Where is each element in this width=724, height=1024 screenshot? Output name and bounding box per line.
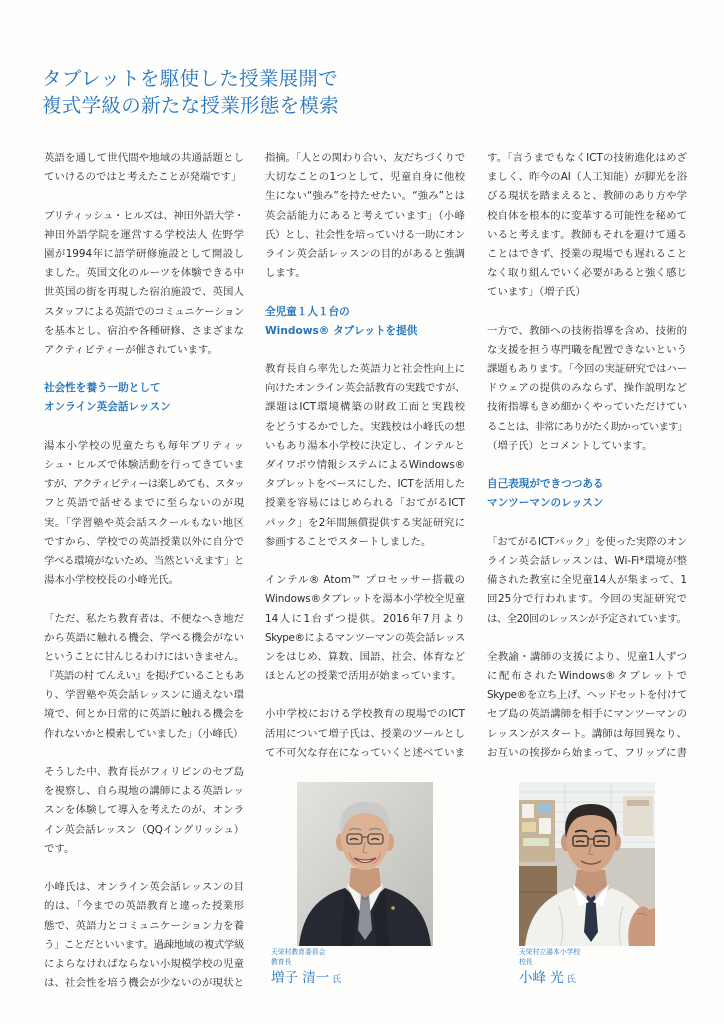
article-text-line: 小中学校における学校教育の現場でのICT xyxy=(265,708,465,721)
article-paragraph xyxy=(265,571,465,686)
article-text-line: 参画することでスタートしました。 xyxy=(265,535,432,548)
article-text-line: 氏）とし、社会性を培っていける一助にオン xyxy=(265,228,465,241)
article-paragraph xyxy=(44,763,244,859)
article-paragraph xyxy=(44,149,244,187)
article-title-line: タブレットを駆使した授業展開で xyxy=(42,67,339,90)
article-title xyxy=(42,65,339,119)
article-text-line: スンを体験して導入を考えたのが、オンラ xyxy=(44,804,244,817)
portrait-photo-masuko xyxy=(297,782,433,946)
article-text-line: （増子氏）とコメントしています。 xyxy=(487,439,653,452)
article-text-line: なく取り組んでいく必要があると強く感じ xyxy=(487,267,687,280)
article-text-line: 教育長自ら率先した英語力と社会性向上に xyxy=(265,363,465,376)
article-paragraph xyxy=(44,437,244,591)
article-text-line: Windows®タブレットを湯本小学校全児童 xyxy=(265,593,465,606)
article-text-line: 実。「学習塾や英会話スクールもない地区 xyxy=(44,516,244,529)
article-text-line: 課題はICT環境構築の財政工面と実践校 xyxy=(265,401,465,414)
article-text-line: ということに甘んじるわけにはいきません。 xyxy=(44,650,244,663)
article-text-line: 活用について増子氏は、授業のツールとし xyxy=(265,727,465,740)
article-text-line: て不可欠な存在になっていくと述べていま xyxy=(265,746,465,759)
article-text-line: 課題もあります。「今回の実証研究ではハー xyxy=(487,363,687,376)
article-text-line: ライン英会話レッスンは、Wi-Fi*環境が整 xyxy=(487,554,687,567)
article-paragraph xyxy=(265,149,465,283)
article-text-line: ましく、昨今のAI（人工知能）が脚光を浴 xyxy=(487,171,687,184)
article-text-line: ンをはじめ、算数、国語、社会、体育など xyxy=(265,650,465,663)
article-text-line: ています」（増子氏） xyxy=(487,286,586,299)
article-text-line: ていけるのではと考えたことが発端です」 xyxy=(44,171,242,184)
article-paragraph xyxy=(487,533,687,629)
section-heading-line: 自己表現ができつつある xyxy=(487,478,604,491)
article-text-line: から英語に触れる機会、学べる機会がない xyxy=(44,631,244,644)
article-text-line: ライン英会話レッスンの目的があると強調 xyxy=(265,247,465,260)
article-text-line: を基本とし、宿泊や各種研修、さまざまな xyxy=(44,324,244,337)
article-text-line: すが、アクティビティーは楽しめても、スタッ xyxy=(44,478,244,491)
article-text-line: そうした中、教育長がフィリピンのセブ島 xyxy=(44,766,244,778)
caption-name-line xyxy=(271,969,341,989)
article-paragraph xyxy=(487,322,687,456)
article-text-line: 大切なことの1つとして、児童自身に他校 xyxy=(265,171,465,184)
article-paragraph xyxy=(44,878,244,993)
caption-name-line xyxy=(519,969,580,989)
article-text-line: ダイワボウ情報システムによるWindows® xyxy=(265,459,465,471)
article-text-line: ドウェアの提供のみならず、操作説明など xyxy=(487,382,687,395)
article-text-line: ました。英国文化のルーツを体験できる中 xyxy=(44,267,244,280)
caption-organization: 天栄村教育委員会 xyxy=(271,948,326,956)
article-text-line: 向けたオンライン英会話教育の実践ですが、 xyxy=(265,382,465,395)
caption-name: 増子 清一 xyxy=(271,970,330,986)
section-heading-line: 社会性を養う一助として xyxy=(44,382,161,395)
article-text-line: り、学習塾や英会話レッスンに通えない環 xyxy=(44,689,244,702)
article-text-line: 湯本小学校の児童たちも毎年ブリティッ xyxy=(44,439,244,452)
article-column-3 xyxy=(487,149,687,782)
portrait-photo-komine xyxy=(519,782,655,946)
article-text-line: 校自体を根本的に変革する可能性を秘めて xyxy=(487,209,687,222)
article-text-line: 一方で、教師への技術指導を含め、技術的 xyxy=(487,324,687,337)
article-text-line: ることは、非常にありがたく助かっています」 xyxy=(487,420,687,433)
caption-honorific: 氏 xyxy=(332,975,342,985)
article-text-line: 的は、「今までの英語教育と違った授業形 xyxy=(44,900,244,913)
article-text-line: 指摘。「人との関わり合い、友だちづくりで xyxy=(265,152,465,164)
article-text-line: 小峰氏は、オンライン英会話レッスンの目 xyxy=(44,881,244,894)
article-text-line: パック」を2年間無償提供する実証研究に xyxy=(265,516,465,529)
article-text-line: な支援を担う専門職を配置できないという xyxy=(487,343,687,356)
article-text-line: す。「言うまでもなくICTの技術進化はめざ xyxy=(487,152,687,164)
article-text-line: イン英会話レッスン（QQイングリッシュ） xyxy=(44,823,244,836)
caption-role: 教育長 xyxy=(271,957,292,966)
article-text-line: 14人に1台ずつ提供。2016年7月より xyxy=(265,612,465,625)
article-text-line: 技術指導もきめ細かくやっていただけてい xyxy=(487,401,687,414)
article-text-line: ほとんどの授業で活用が始まっています。 xyxy=(265,670,462,683)
article-text-line: は、全20回のレッスンが予定されています。 xyxy=(487,612,687,625)
article-paragraph xyxy=(265,360,465,552)
article-text-line: ですから、学校での英語授業以外に自分で xyxy=(44,535,244,548)
article-text-line: を視察し、自ら現地の講師による英語レッ xyxy=(44,785,244,798)
article-text-line: 境で、何とか日常的に英語に触れる機会を xyxy=(44,708,244,721)
article-text-line: シュ・ヒルズで体験活動を行ってきていま xyxy=(44,459,244,471)
portrait-caption-masuko xyxy=(271,948,341,989)
section-heading xyxy=(44,379,244,417)
article-text-line: は、社会性を培う機会が少ないのが現状と xyxy=(44,977,244,990)
article-text-line: セブ島の英語講師を相手にマンツーマンの xyxy=(487,708,687,721)
article-text-line: 全教諭・講師の支援により、児童1人ずつ xyxy=(487,650,687,663)
article-text-line: アクティビティーが催されています。 xyxy=(44,343,218,356)
article-text-line: Skype®を立ち上げ、ヘッドセットを付けて xyxy=(487,689,687,702)
article-text-line: 生にない“強み”を持たせたい。“強み”とは xyxy=(265,190,465,203)
portrait-caption-komine xyxy=(519,948,580,989)
caption-honorific: 氏 xyxy=(566,975,576,985)
article-column-1 xyxy=(44,149,244,1012)
article-text-line: 英語を通して世代間や地域の共通話題とし xyxy=(44,152,244,164)
article-text-line: びる現状を踏まえると、教師のあり方や学 xyxy=(487,190,687,203)
section-heading xyxy=(487,475,687,513)
section-heading-line: Windows® タブレットを提供 xyxy=(265,324,418,337)
article-text-line: ブリティッシュ・ヒルズは、神田外語大学・ xyxy=(44,209,244,222)
article-text-line: 英会話能力にあると考えています」（小峰 xyxy=(265,209,465,222)
section-heading-line: マンツーマンのレッスン xyxy=(487,497,604,510)
caption-name: 小峰 光 xyxy=(519,970,564,986)
article-text-line: ことはできず、授業の現場でも遅れること xyxy=(487,247,687,260)
article-text-line: をどうするかでした。実践校は小峰氏の想 xyxy=(265,420,465,433)
article-text-line: フと英語で話せるまでに至らないのが現 xyxy=(44,497,244,510)
caption-role: 校長 xyxy=(519,957,533,966)
article-text-line: いもあり湯本小学校に決定し、インテルと xyxy=(265,439,465,452)
article-text-line: 湯本小学校校長の小峰光氏。 xyxy=(44,574,180,587)
section-heading-line: オンライン英会話レッスン xyxy=(44,401,171,414)
article-text-line: 『英語の村 てんえい』を掲げていることもあ xyxy=(44,670,244,683)
article-paragraph xyxy=(487,648,687,763)
article-text-line: 神田外語学院を運営する学校法人 佐野学 xyxy=(44,228,244,241)
caption-organization: 天栄村立湯本小学校 xyxy=(519,948,581,956)
article-text-line: に配布されたWindows®タブレットで xyxy=(487,670,687,683)
article-paragraph xyxy=(265,705,465,763)
article-text-line: 「おてがるICTパック」を使った実際のオン xyxy=(487,535,687,548)
section-heading-line: 全児童１人１台の xyxy=(265,305,350,318)
article-text-line: 「ただ、私たち教育者は、不便なへき地だ xyxy=(44,612,244,625)
article-text-line: お互いの挨拶から始まって、フリップに書 xyxy=(487,746,687,759)
article-text-line: タブレットをベースにした、ICTを活用した xyxy=(265,478,465,491)
article-title-line: 複式学級の新たな授業形態を模索 xyxy=(42,94,340,117)
article-paragraph xyxy=(487,149,687,303)
article-text-line: インテル® Atom™ プロセッサー搭載の xyxy=(265,574,465,587)
article-text-line: いると考えます。教師もそれを避けて通る xyxy=(487,228,687,241)
article-text-line: 園が1994年に語学研修施設として開設し xyxy=(44,247,244,260)
article-text-line: 世英国の街を再現した宿泊施設で、英国人 xyxy=(44,286,244,299)
article-column-2 xyxy=(265,149,465,782)
section-heading xyxy=(265,303,465,341)
article-text-line: します。 xyxy=(265,267,306,280)
article-text-line: レッスンがスタート。講師は毎回異なり、 xyxy=(487,727,687,740)
article-paragraph xyxy=(44,610,244,744)
article-text-line: によらなければならない小規模学校の児童 xyxy=(44,957,244,970)
article-text-line: です。 xyxy=(44,842,75,855)
article-text-line: 学べる環境がないため、当然といえます」と xyxy=(44,554,244,567)
article-text-line: う」ことだといいます。過疎地域の複式学級 xyxy=(44,938,244,951)
article-text-line: 回25分で行われます。今回の実証研究で xyxy=(487,593,687,606)
article-text-line: 授業を容易にはじめられる「おてがるICT xyxy=(265,497,465,510)
article-text-line: 備された教室に全児童14人が集まって、1 xyxy=(487,574,687,587)
article-text-line: スタッフによる英語でのコミュニケーション xyxy=(44,305,244,318)
article-text-line: Skype®によるマンツーマンの英会話レッス xyxy=(265,631,465,644)
article-text-line: 態で、英語力とコミュニケーション力を養 xyxy=(44,919,244,932)
article-text-line: 作れないかと模索していました」（小峰氏） xyxy=(44,727,244,740)
article-paragraph xyxy=(44,207,244,361)
